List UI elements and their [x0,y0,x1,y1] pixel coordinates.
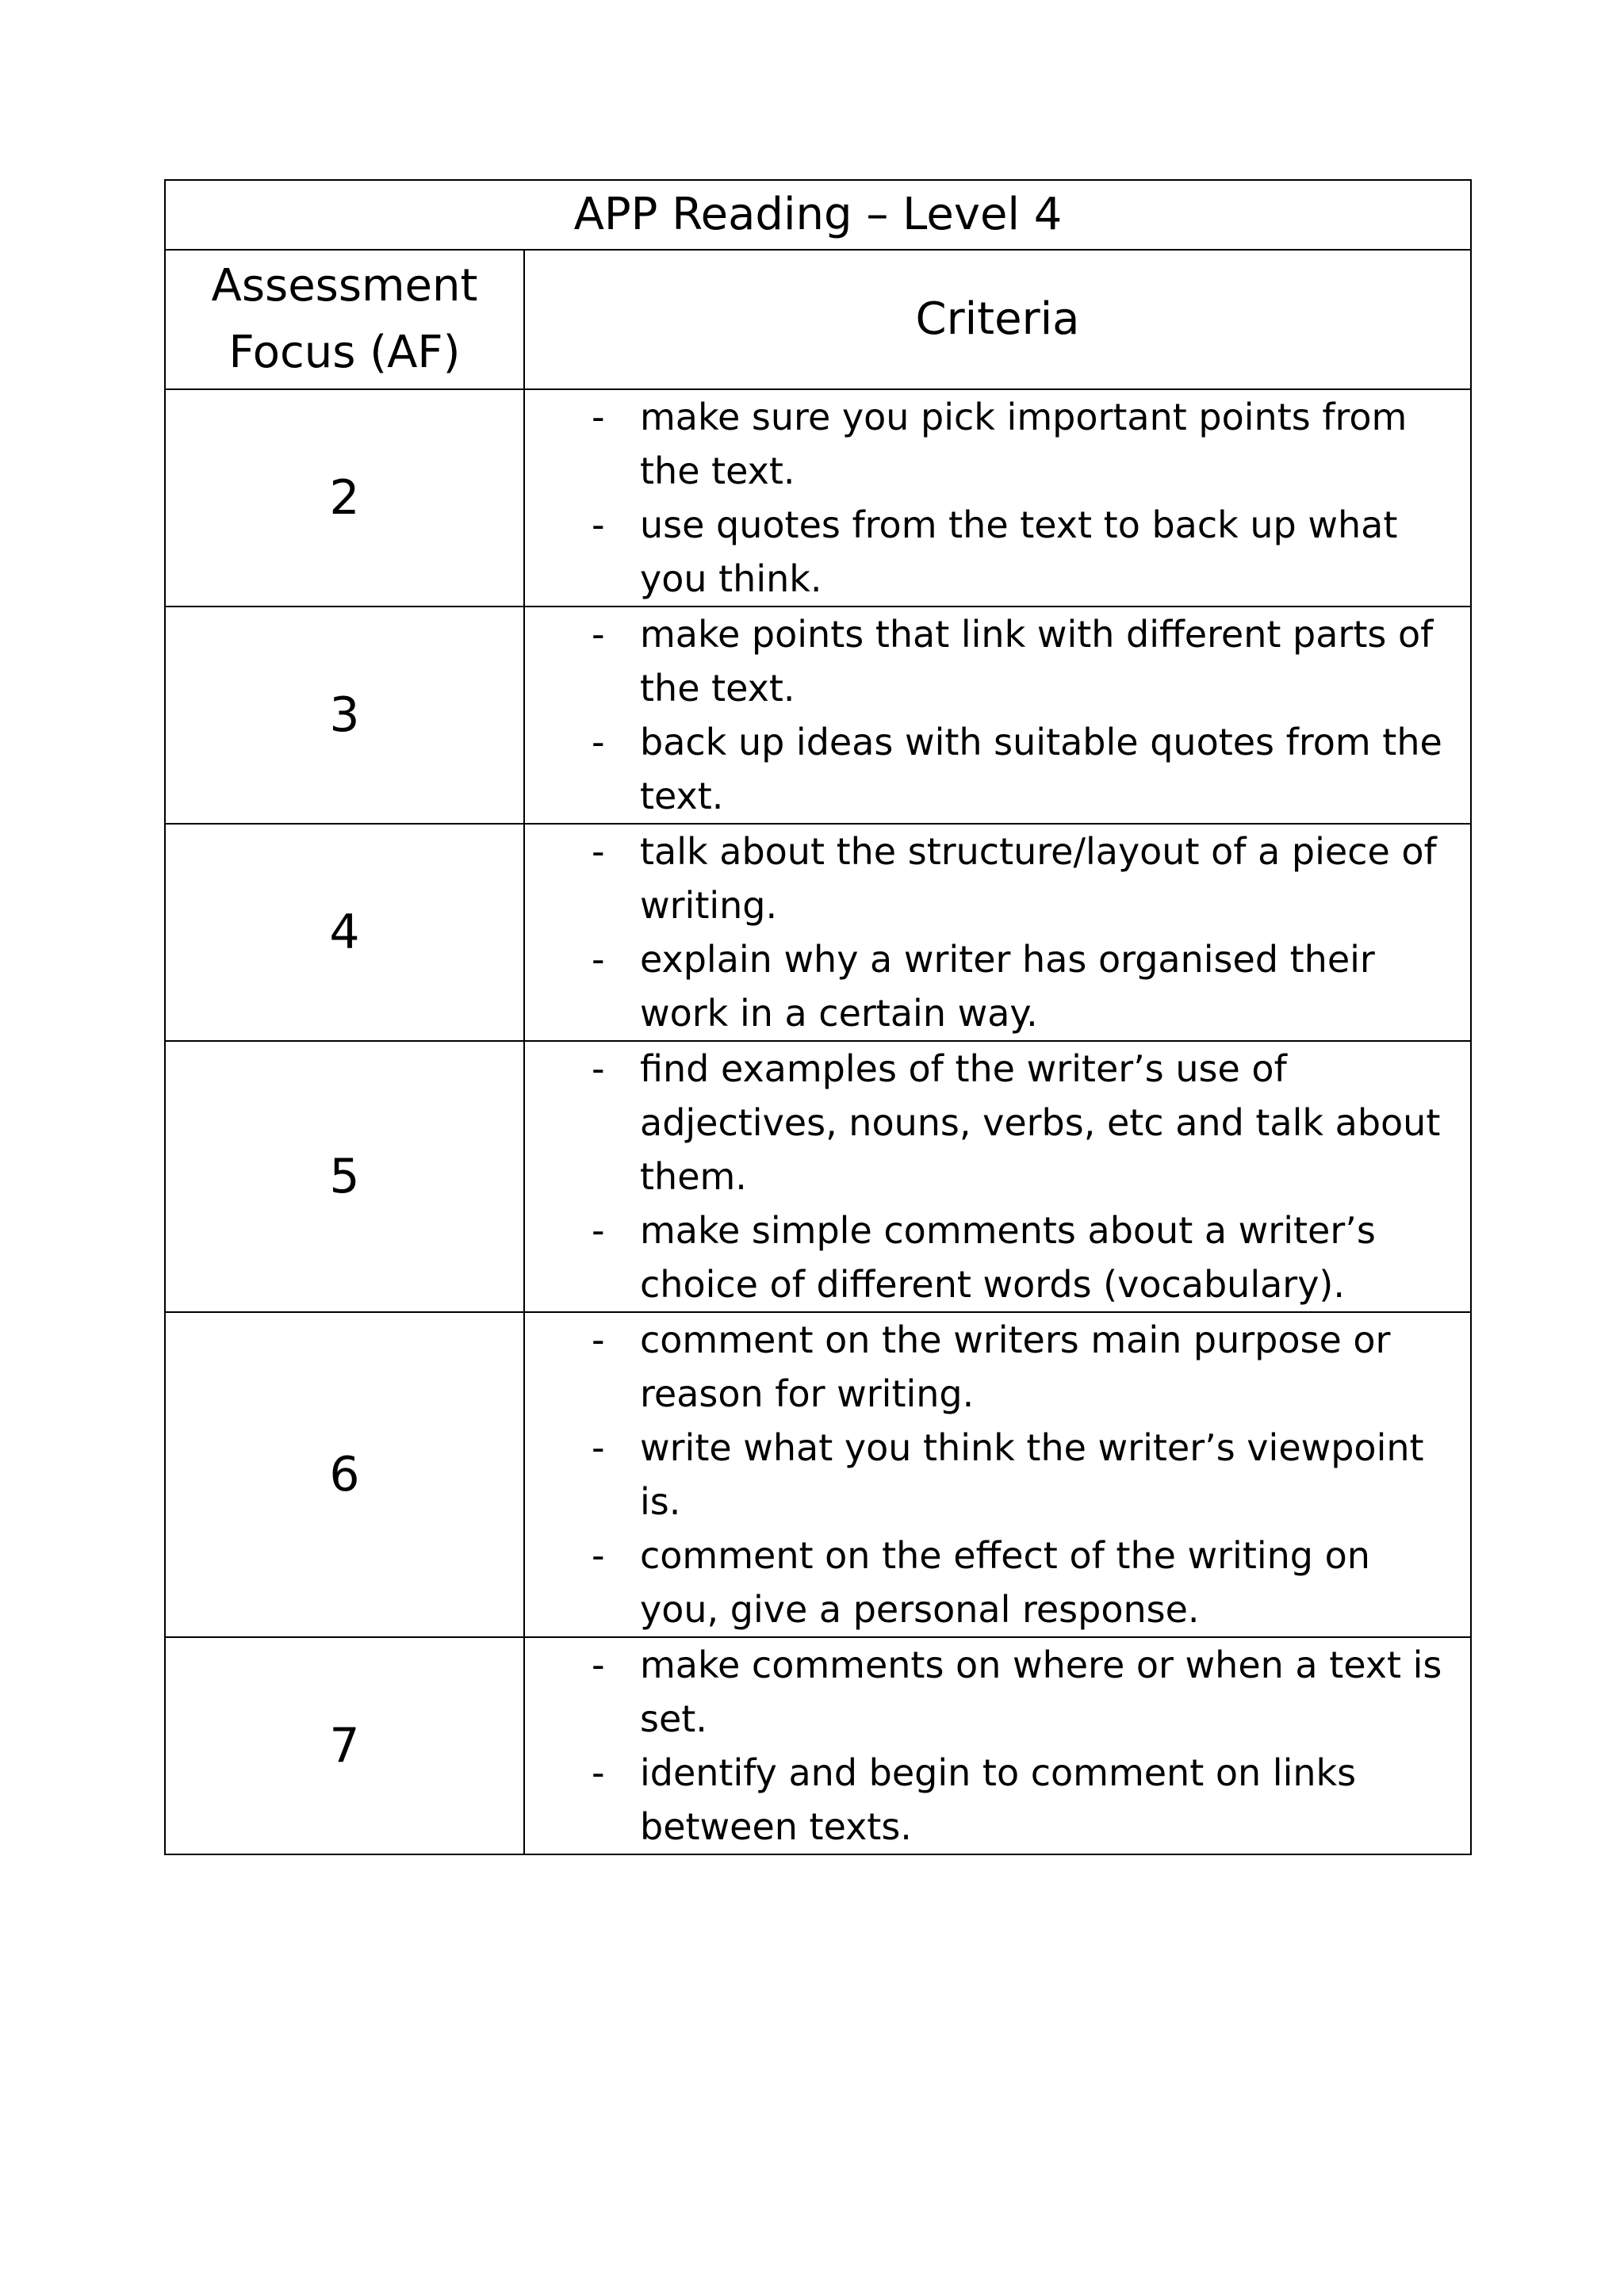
af-number: 7 [165,1637,524,1854]
criteria-item: - find examples of the writer’s use of adjectives, nouns, verbs, etc and talk about them. [525,1042,1459,1203]
criteria-cell [524,389,1471,607]
criteria-list [525,390,1470,606]
criteria-item: - write what you think the writer’s viewpoint is. [525,1421,1459,1529]
criteria-cell [524,1312,1471,1637]
af-number: 3 [165,607,524,824]
criteria-item: - talk about the structure/layout of a piece of writing. [525,825,1459,932]
title-row [165,180,1471,250]
criteria-item: - make sure you pick important points from the text. [525,390,1459,498]
criteria-item: - comment on the writers main purpose or reason for writing. [525,1313,1459,1421]
criteria-cell [524,824,1471,1041]
criteria-item: - identify and begin to comment on links between texts. [525,1746,1459,1854]
af-number: 2 [165,389,524,607]
table-row [165,1312,1471,1637]
criteria-item: - explain why a writer has organised their work in a certain way. [525,932,1459,1040]
criteria-cell [524,1637,1471,1854]
criteria-list [525,1638,1470,1854]
criteria-list [525,1313,1470,1636]
criteria-cell [524,607,1471,824]
criteria-table [164,179,1472,1855]
criteria-item: - make simple comments about a writer’s choice of different words (vocabulary). [525,1203,1459,1311]
criteria-list [525,1042,1470,1311]
af-number: 6 [165,1312,524,1637]
table-title: APP Reading – Level 4 [165,180,1471,250]
criteria-list [525,607,1470,823]
table-row [165,607,1471,824]
criteria-item: - make points that link with different parts of the text. [525,607,1459,715]
criteria-list [525,825,1470,1040]
af-number: 5 [165,1041,524,1312]
header-criteria: Criteria [524,250,1471,389]
criteria-item: - use quotes from the text to back up what you think. [525,498,1459,606]
table-row [165,389,1471,607]
criteria-item: - make comments on where or when a text is set. [525,1638,1459,1746]
criteria-item: - back up ideas with suitable quotes from the text. [525,715,1459,823]
criteria-item: - comment on the effect of the writing on you, give a personal response. [525,1529,1459,1636]
header-assessment-focus: Assessment Focus (AF) [165,250,524,389]
table-row [165,824,1471,1041]
header-row [165,250,1471,389]
table-row [165,1637,1471,1854]
table-row [165,1041,1471,1312]
af-number: 4 [165,824,524,1041]
criteria-cell [524,1041,1471,1312]
